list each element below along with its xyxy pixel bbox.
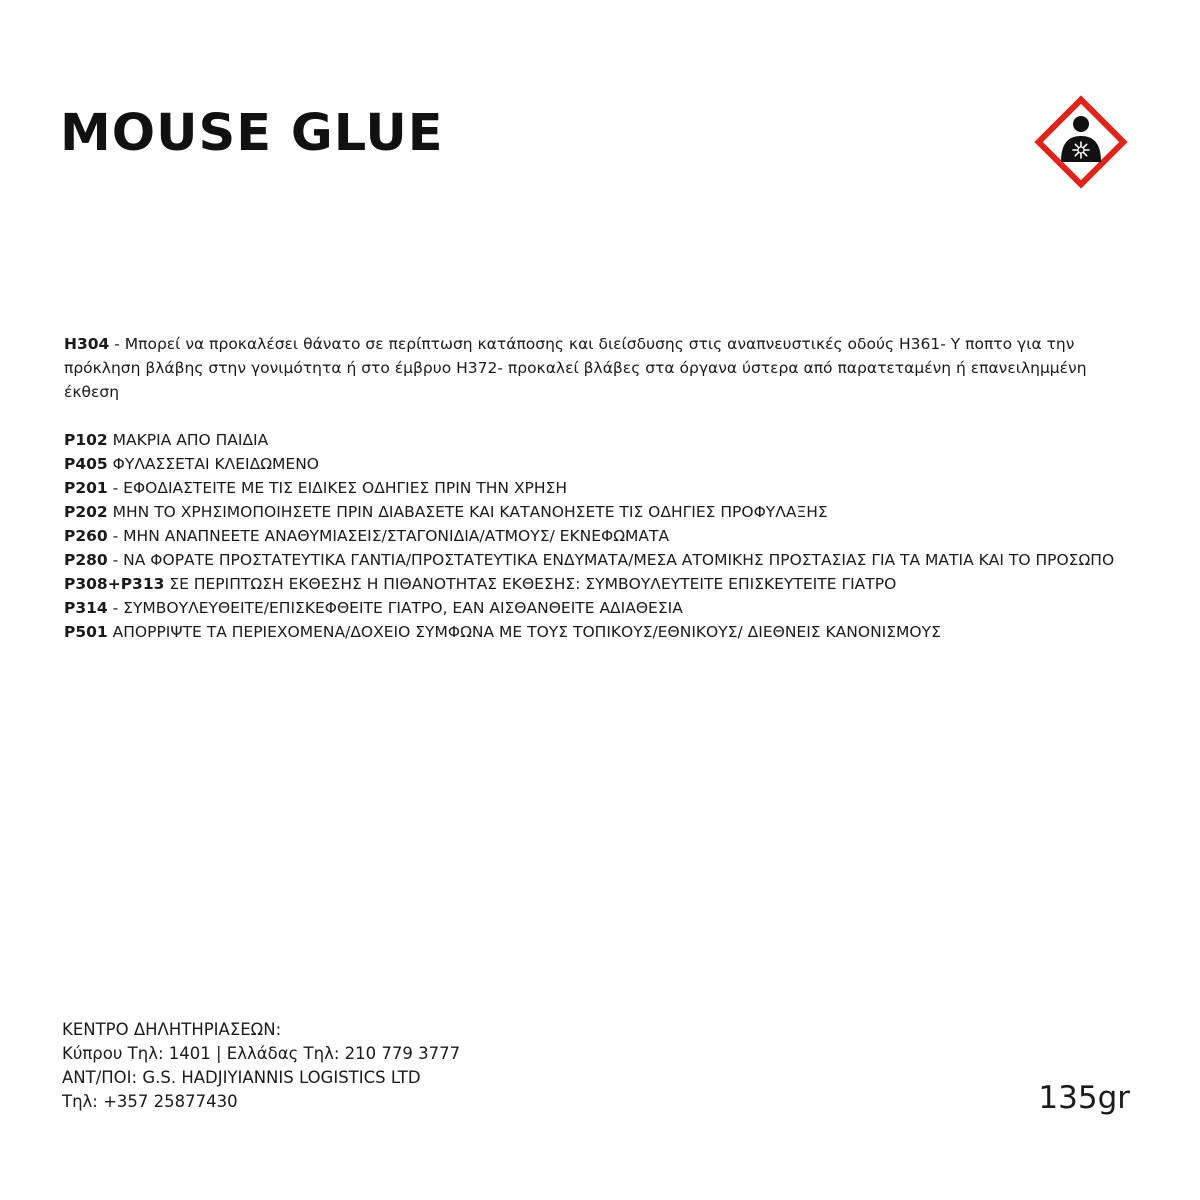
precaution-text: ΣΕ ΠΕΡΙΠΤΩΣΗ ΕΚΘΕΣΗΣ Η ΠΙΘΑΝΟΤΗΤΑΣ ΕΚΘΕΣΗΣ: ΣΥΜΒΟΥΛΕΥΤΕΙΤΕ ΕΠΙΣΚΕΥΤΕΙΤΕ ΓΙΑΤΡΟ xyxy=(164,575,897,593)
hazard-code: H304 xyxy=(64,335,110,353)
poison-center-phones: Κύπρου Τηλ: 1401 | Ελλάδας Τηλ: 210 779 3777 xyxy=(62,1044,461,1063)
hazard-statement xyxy=(64,332,1124,404)
precaution-code: P260 xyxy=(64,527,108,545)
precaution-text: - ΜΗΝ ΑΝΑΠΝΕΕΤΕ ΑΝΑΘΥΜΙΑΣΕΙΣ/ΣΤΑΓΟΝΙΔΙΑ/ΑΤΜΟΥΣ/ ΕΚΝΕΦΩΜΑΤΑ xyxy=(107,527,670,545)
precaution-text: ΑΠΟΡΡΙΨΤΕ ΤΑ ΠΕΡΙΕΧΟΜΕΝΑ/ΔΟΧΕΙΟ ΣΥΜΦΩΝΑ ΜΕ ΤΟΥΣ ΤΟΠΙΚΟΥΣ/ΕΘΝΙΚΟΥΣ/ ΔΙΕΘΝΕΙΣ ΚΑΝΟΝΙΣΜΟΥΣ xyxy=(107,623,941,641)
precaution-code: P102 xyxy=(64,431,108,449)
precaution-item xyxy=(64,524,1134,548)
precaution-code: P308+P313 xyxy=(64,575,165,593)
precaution-item xyxy=(64,620,1134,644)
precaution-item xyxy=(64,596,1134,620)
poison-center-heading: ΚΕΝΤΡΟ ΔΗΛΗΤΗΡΙΑΣΕΩΝ: xyxy=(62,1020,282,1039)
precaution-code: P314 xyxy=(64,599,108,617)
distributor-name: ΑΝΤ/ΠΟΙ: G.S. HADJIYIANNIS LOGISTICS LTD xyxy=(62,1068,421,1087)
precaution-text: - ΝΑ ΦΟΡΑΤΕ ΠΡΟΣΤΑΤΕΥΤΙΚΑ ΓΑΝΤΙΑ/ΠΡΟΣΤΑΤΕΥΤΙΚΑ ΕΝΔΥΜΑΤΑ/ΜΕΣΑ ΑΤΟΜΙΚΗΣ ΠΡΟΣΤΑΣΙΑΣ ΓΙΑ ΤΑ ΜΑΤΙΑ ΚΑΙ ΤΟ ΠΡΟΣΩΠΟ xyxy=(107,551,1115,569)
precaution-text: ΜΗΝ ΤΟ ΧΡΗΣΙΜΟΠΟΙΗΣΕΤΕ ΠΡΙΝ ΔΙΑΒΑΣΕΤΕ ΚΑΙ ΚΑΤΑΝΟΗΣΕΤΕ ΤΙΣ ΟΔΗΓΙΕΣ ΠΡΟΦΥΛΑΞΗΣ xyxy=(107,503,828,521)
precautionary-statements xyxy=(64,428,1134,644)
precaution-text: - ΕΦΟΔΙΑΣΤΕΙΤΕ ΜΕ ΤΙΣ ΕΙΔΙΚΕΣ ΟΔΗΓΙΕΣ ΠΡΙΝ ΤΗΝ ΧΡΗΣΗ xyxy=(107,479,568,497)
net-weight: 135gr xyxy=(1038,1080,1130,1116)
precaution-code: P280 xyxy=(64,551,108,569)
precaution-code: P405 xyxy=(64,455,108,473)
precaution-code: P202 xyxy=(64,503,108,521)
precaution-item xyxy=(64,572,1134,596)
precaution-code: P501 xyxy=(64,623,108,641)
product-title: MOUSE GLUE xyxy=(60,104,444,163)
distributor-phone: Τηλ: +357 25877430 xyxy=(62,1092,238,1111)
contact-block xyxy=(62,1018,762,1114)
precaution-text: ΜΑΚΡΙΑ ΑΠΟ ΠΑΙΔΙΑ xyxy=(107,431,269,449)
precaution-code: P201 xyxy=(64,479,108,497)
precaution-text: ΦΥΛΑΣΣΕΤΑΙ ΚΛΕΙΔΩΜΕΝΟ xyxy=(107,455,320,473)
precaution-item xyxy=(64,428,1134,452)
precaution-item xyxy=(64,500,1134,524)
precaution-item xyxy=(64,548,1134,572)
precaution-item xyxy=(64,476,1134,500)
hazard-text: - Μπορεί να προκαλέσει θάνατο σε περίπτωση κατάποσης και διείσδυσης στις αναπνευστικές οδούς H361- Υ ποπτο για την πρόκληση βλάβης στην γονιμότητα ή στο έμβρυο H372- προκαλεί βλάβες στα όργανα ύστερα από παρατεταμένη ή επανειλημμένη έκθεση xyxy=(64,335,1087,401)
health-hazard-icon xyxy=(1028,89,1134,195)
precaution-item xyxy=(64,452,1134,476)
precaution-text: - ΣΥΜΒΟΥΛΕΥΘΕΙΤΕ/ΕΠΙΣΚΕΦΘΕΙΤΕ ΓΙΑΤΡΟ, ΕΑΝ ΑΙΣΘΑΝΘΕΙΤΕ ΑΔΙΑΘΕΣΙΑ xyxy=(107,599,683,617)
